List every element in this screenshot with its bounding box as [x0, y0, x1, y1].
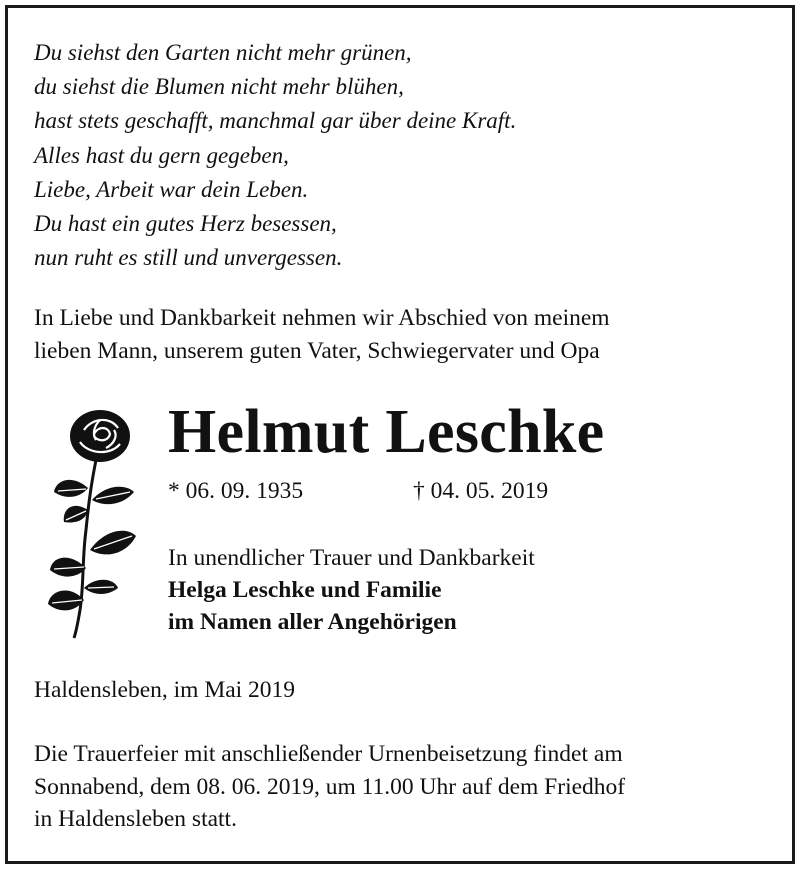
intro-line: In Liebe und Dankbarkeit nehmen wir Abschied von meinem: [34, 305, 610, 331]
mourners-line: In unendlicher Trauer und Dankbarkeit: [168, 545, 535, 571]
poem-line: nun ruht es still und unvergessen.: [34, 245, 343, 271]
poem-line: du siehst die Blumen nicht mehr blühen,: [34, 74, 404, 100]
poem: [34, 36, 516, 275]
poem-line: hast stets geschafft, manchmal gar über deine Kraft.: [34, 108, 517, 134]
deceased-name: Helmut Leschke: [168, 398, 605, 466]
intro-line: lieben Mann, unserem guten Vater, Schwiegervater und Opa: [34, 338, 600, 364]
poem-line: Liebe, Arbeit war dein Leben.: [34, 176, 309, 202]
birth-date: * 06. 09. 1935: [168, 478, 304, 504]
mourners-family: Helga Leschke und Familie: [168, 577, 442, 603]
poem-line: Du hast ein gutes Herz besessen,: [34, 211, 337, 237]
mourners-relatives: im Namen aller Angehörigen: [168, 609, 457, 635]
intro-text: [34, 302, 610, 368]
rose-icon: [44, 400, 144, 640]
mourners-block: [168, 542, 535, 638]
funeral-info: [34, 738, 625, 836]
funeral-line: in Haldensleben statt.: [34, 806, 237, 832]
funeral-line: Sonnabend, dem 08. 06. 2019, um 11.00 Uhr auf dem Friedhof: [34, 773, 626, 800]
death-date: † 04. 05. 2019: [413, 478, 549, 504]
poem-line: Du siehst den Garten nicht mehr grünen,: [34, 40, 412, 65]
funeral-line: Die Trauerfeier mit anschließender Urnenbeisetzung findet am: [34, 741, 623, 767]
obituary-notice: [5, 5, 795, 864]
place-date: Haldensleben, im Mai 2019: [34, 677, 296, 703]
poem-line: Alles hast du gern gegeben,: [34, 142, 289, 168]
